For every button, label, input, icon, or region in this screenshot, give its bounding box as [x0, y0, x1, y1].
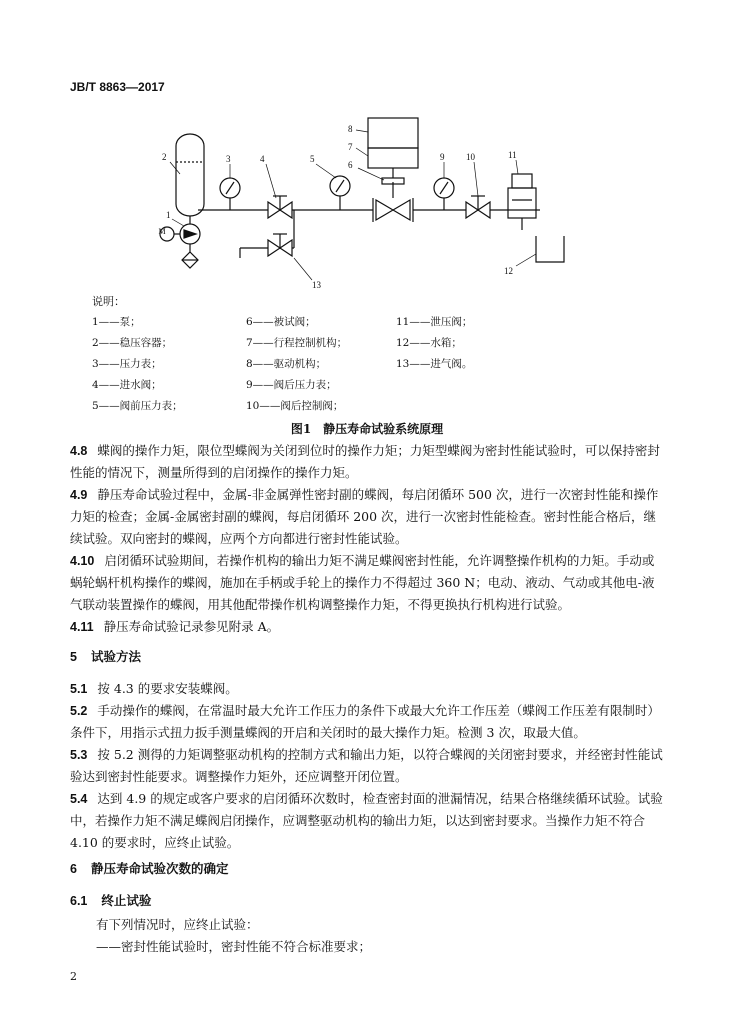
svg-text:1: 1 [166, 210, 171, 220]
svg-text:5: 5 [310, 154, 315, 164]
svg-text:10: 10 [466, 152, 475, 162]
section-5-heading: 5 试验方法 [70, 650, 141, 664]
section-6-1-heading: 6.1 终止试验 [70, 894, 152, 908]
motor-label: M [158, 227, 166, 236]
butterfly-valve-shape [376, 200, 410, 220]
clause-5-1: 5.1 按 4.3 的要求安装蝶阀。 [70, 681, 238, 696]
legend-item: 10——阀后控制阀； [246, 400, 344, 412]
clause-5-2: 5.2 手动操作的蝶阀，在常温时最大允许工作压力的条件下或最大允许工作压差（蝶阀工作压差有限制时）条件下，用指示式扭力扳手测量蝶阀的开启和关闭时的最大操作力矩。检测 3 次，取最大值。 [70, 703, 660, 740]
section-6-heading: 6 静压寿命试验次数的确定 [70, 862, 229, 876]
clause-5-4: 5.4 达到 4.9 的规定或客户要求的启闭循环次数时，检查密封面的泄漏情况，结果合格继续循环试验。试验中，若操作力矩不满足蝶阀启闭操作，应调整驱动机构的输出力矩，以达到密封要求。当操作力矩不符合 4.10 的要求时，应终止试验。 [70, 791, 663, 850]
svg-text:3: 3 [226, 154, 231, 164]
clause-5-3: 5.3 按 5.2 测得的力矩调整驱动机构的控制方式和输出力矩，以符合蝶阀的关闭密封要求，并经密封性能试验达到密封性能要求。调整操作力矩外，还应调整开闭位置。 [70, 747, 663, 784]
legend-item: 4——进水阀； [92, 379, 162, 391]
figure-caption: 图1 静压寿命试验系统原理 [290, 422, 444, 436]
legend-item: 1——泵； [92, 316, 141, 328]
clause-4-11: 4.11 静压寿命试验记录参见附录 A。 [70, 619, 280, 634]
legend-item: 2——稳压容器； [92, 337, 173, 349]
termination-intro: 有下列情况时，应终止试验： [96, 917, 259, 932]
clause-4-8: 4.8 蝶阀的操作力矩，限位型蝶阀为关闭到位时的操作力矩；力矩型蝶阀为密封性能试验时，可以保持密封性能的情况下，测量所得到的启闭操作的操作力矩。 [70, 443, 660, 480]
svg-text:9: 9 [440, 152, 445, 162]
legend-item: 11——泄压阀； [396, 316, 473, 328]
termination-bullet: ——密封性能试验时，密封性能不符合标准要求； [96, 939, 372, 954]
clause-4-10: 4.10 启闭循环试验期间，若操作机构的输出力矩不满足蝶阀密封性能，允许调整操作机构的力矩。手动或蜗轮蜗杆机构操作的蝶阀，施加在手柄或手轮上的操作力不得超过 360 N；电动、液动、气动或其他电-液气联动装置操作的蝶阀，用其他配带操作机构调整操作力矩，不得更换执行机构进行试验。 [70, 553, 655, 612]
legend-item: 9——阀后压力表； [246, 379, 337, 391]
legend-item: 12——水箱； [396, 337, 462, 349]
legend-item: 6——被试阀； [246, 316, 316, 328]
legend-item: 5——阀前压力表； [92, 400, 183, 412]
water-tank-shape [536, 236, 564, 262]
svg-text:8: 8 [348, 124, 353, 134]
vessel-shape [176, 134, 204, 216]
svg-text:2: 2 [162, 152, 167, 162]
legend-title: 说明： [92, 295, 125, 308]
page-number: 2 [70, 970, 77, 983]
svg-text:4: 4 [260, 154, 265, 164]
svg-text:6: 6 [348, 160, 353, 170]
relief-valve-shape [508, 188, 536, 218]
svg-text:7: 7 [348, 142, 353, 152]
legend-item: 13——进气阀。 [396, 358, 473, 370]
document-id: JB/T 8863—2017 [70, 80, 165, 94]
svg-text:13: 13 [312, 280, 321, 290]
svg-text:12: 12 [504, 266, 513, 276]
test-system-diagram [140, 112, 570, 292]
svg-text:11: 11 [508, 150, 517, 160]
legend-item: 8——驱动机构； [246, 358, 327, 370]
drive-unit-shape [368, 118, 418, 148]
travel-control-shape [368, 148, 418, 168]
legend-item: 3——压力表； [92, 358, 162, 370]
legend-item: 7——行程控制机构； [246, 337, 348, 349]
clause-4-9: 4.9 静压寿命试验过程中，金属-非金属弹性密封副的蝶阀，每启闭循环 500 次，进行一次密封性能和操作力矩的检查；金属-金属密封副的蝶阀，每启闭循环 200 次，进行一次密封性能检查。密封性能合格后，继续试验。双向密封的蝶阀，应两个方向都进行密封性能试验。 [70, 487, 659, 546]
